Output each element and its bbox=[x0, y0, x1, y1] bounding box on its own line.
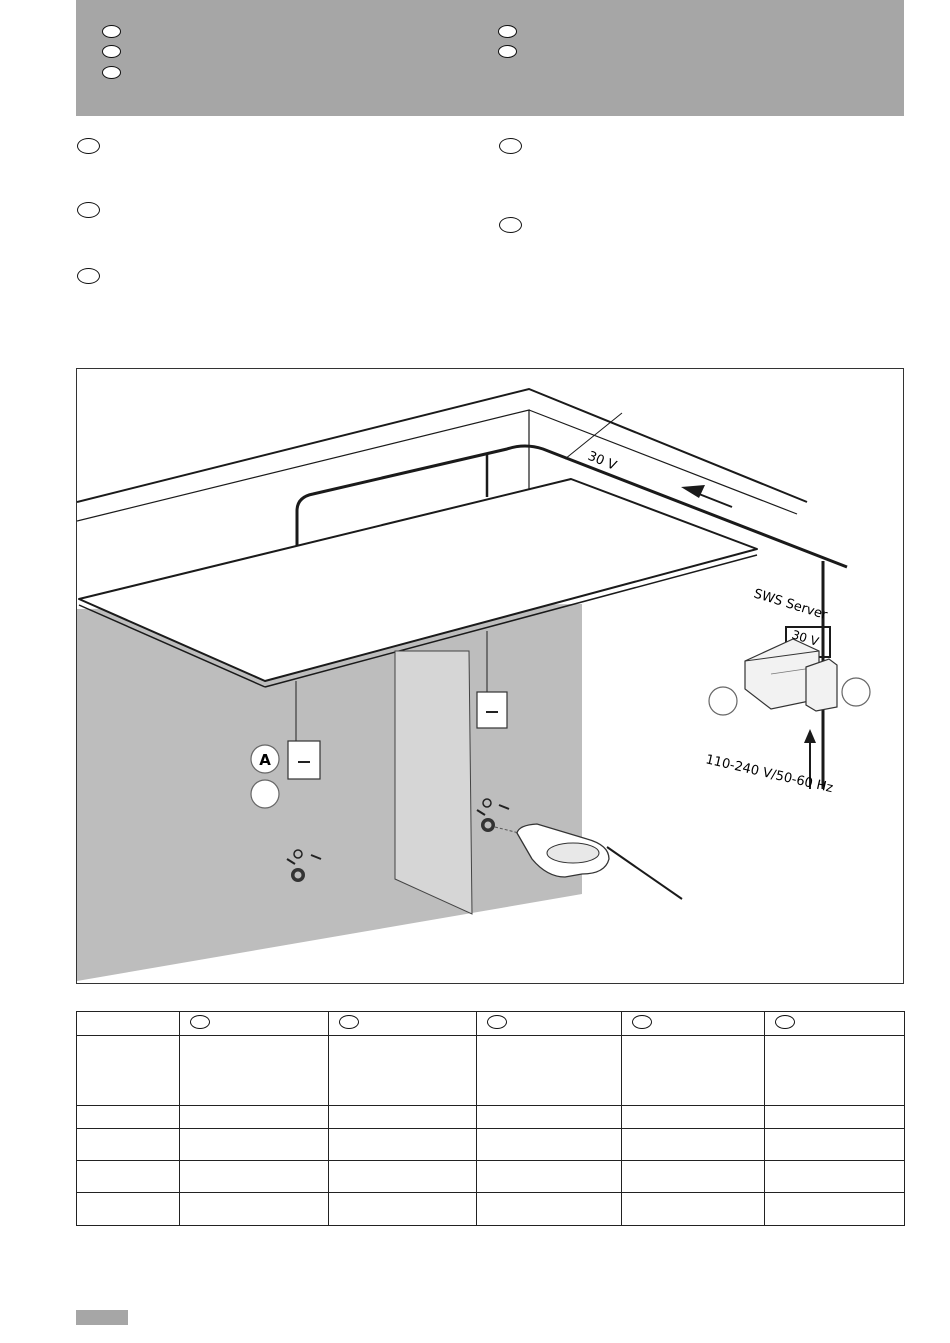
table-cell bbox=[77, 1106, 180, 1129]
installation-diagram-svg bbox=[77, 369, 903, 983]
table-cell bbox=[329, 1161, 477, 1193]
table-cell bbox=[180, 1161, 329, 1193]
page-tab-marker bbox=[76, 1310, 128, 1325]
mains-supply-label: 110-240 V/50-60 Hz bbox=[704, 752, 835, 797]
section-language-marker bbox=[499, 217, 522, 233]
callout-circle bbox=[251, 780, 279, 808]
specification-table bbox=[76, 1011, 905, 1226]
table-cell bbox=[180, 1129, 329, 1161]
language-marker bbox=[102, 66, 121, 79]
table-cell bbox=[329, 1012, 477, 1036]
table-header-row bbox=[77, 1012, 905, 1036]
section-language-marker bbox=[499, 138, 522, 154]
table-cell bbox=[329, 1129, 477, 1161]
table-cell bbox=[765, 1129, 905, 1161]
table-row bbox=[77, 1129, 905, 1161]
table-cell bbox=[622, 1012, 765, 1036]
table-cell bbox=[622, 1036, 765, 1106]
callout-a-label: A bbox=[259, 751, 271, 769]
bus-voltage-label: 30 V bbox=[585, 448, 619, 474]
header-band bbox=[76, 0, 904, 116]
language-marker bbox=[190, 1015, 210, 1029]
server-title-label: SWS Server bbox=[751, 586, 830, 624]
callout-circle bbox=[842, 678, 870, 706]
installation-diagram bbox=[76, 368, 904, 984]
partition-wall bbox=[395, 651, 472, 914]
language-marker bbox=[339, 1015, 359, 1029]
table-row bbox=[77, 1036, 905, 1106]
table-cell bbox=[77, 1129, 180, 1161]
direction-arrow-shaft bbox=[699, 494, 732, 507]
section-language-marker bbox=[77, 138, 100, 154]
table-cell bbox=[477, 1106, 622, 1129]
table-cell bbox=[329, 1193, 477, 1226]
table-cell bbox=[765, 1161, 905, 1193]
table-cell bbox=[77, 1193, 180, 1226]
language-marker bbox=[498, 25, 517, 38]
table-cell bbox=[77, 1036, 180, 1106]
table-cell bbox=[622, 1161, 765, 1193]
language-marker bbox=[632, 1015, 652, 1029]
language-marker bbox=[775, 1015, 795, 1029]
table-cell bbox=[329, 1106, 477, 1129]
table-cell bbox=[180, 1106, 329, 1129]
section-language-marker bbox=[77, 268, 100, 284]
table-row bbox=[77, 1106, 905, 1129]
table-cell bbox=[622, 1106, 765, 1129]
table-cell bbox=[622, 1129, 765, 1161]
language-marker bbox=[102, 45, 121, 58]
table-cell bbox=[180, 1036, 329, 1106]
connection-fitting-inner bbox=[295, 872, 302, 879]
language-marker bbox=[498, 45, 517, 58]
table-row bbox=[77, 1193, 905, 1226]
flush-sensor-plate bbox=[288, 741, 320, 779]
mains-arrow-head bbox=[804, 729, 816, 743]
toilet-bowl-opening bbox=[547, 843, 599, 863]
floor-edge bbox=[607, 847, 682, 899]
callout-circle bbox=[709, 687, 737, 715]
table-cell bbox=[477, 1012, 622, 1036]
wall-top-edge bbox=[77, 389, 807, 502]
language-marker bbox=[487, 1015, 507, 1029]
table-cell bbox=[765, 1106, 905, 1129]
table-cell bbox=[180, 1012, 329, 1036]
wall-top-edge-inner bbox=[77, 410, 529, 521]
flush-sensor-plate bbox=[477, 692, 507, 728]
table-cell bbox=[77, 1161, 180, 1193]
table-cell bbox=[477, 1129, 622, 1161]
connection-fitting-inner bbox=[485, 822, 492, 829]
table-row bbox=[77, 1161, 905, 1193]
table-cell bbox=[765, 1012, 905, 1036]
table-cell bbox=[329, 1036, 477, 1106]
table-cell bbox=[477, 1036, 622, 1106]
table-cell bbox=[477, 1161, 622, 1193]
power-supply-module bbox=[806, 659, 837, 711]
section-language-marker bbox=[77, 202, 100, 218]
language-marker bbox=[102, 25, 121, 38]
table-cell bbox=[77, 1012, 180, 1036]
server-voltage-label: 30 V bbox=[790, 627, 821, 649]
table-cell bbox=[765, 1036, 905, 1106]
table-cell bbox=[180, 1193, 329, 1226]
table-cell bbox=[477, 1193, 622, 1226]
direction-arrow-head bbox=[681, 485, 705, 498]
table-cell bbox=[765, 1193, 905, 1226]
table-cell bbox=[622, 1193, 765, 1226]
